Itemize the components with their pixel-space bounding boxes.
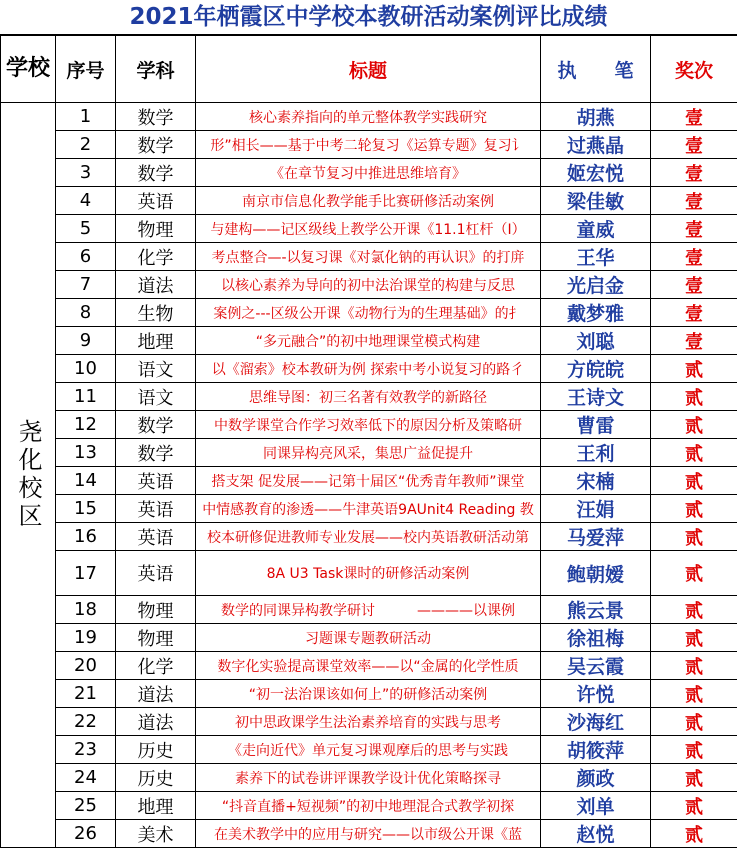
author-cell: 马爱萍 <box>541 523 651 551</box>
table-row <box>1 187 737 215</box>
title-text: 同课异构亮风采，集思广益促提升 <box>263 443 473 463</box>
author-cell: 徐祖梅 <box>541 624 651 652</box>
author-cell: 胡燕 <box>541 103 651 131</box>
author-cell: 戴梦雅 <box>541 299 651 327</box>
title-text: “抖音直播+短视频”的初中地理混合式教学初探 <box>222 796 514 816</box>
author-cell: 梁佳敏 <box>541 187 651 215</box>
subject-cell: 物理 <box>116 215 196 243</box>
table-row <box>1 792 737 820</box>
seq-cell: 6 <box>56 243 116 271</box>
subject-cell: 化学 <box>116 243 196 271</box>
seq-cell: 24 <box>56 764 116 792</box>
award-cell: 贰 <box>651 439 737 467</box>
title-cell <box>196 299 541 327</box>
title-text: 《走向近代》单元复习课观摩后的思考与实践 <box>228 740 508 760</box>
title-cell <box>196 652 541 680</box>
title-cell <box>196 327 541 355</box>
title-text: 8A U3 Task课时的研修活动案例 <box>267 563 470 583</box>
title-cell <box>196 764 541 792</box>
subject-cell: 物理 <box>116 596 196 624</box>
author-cell: 王华 <box>541 243 651 271</box>
table-row <box>1 523 737 551</box>
table-row <box>1 820 737 848</box>
title-text: 校本研修促进教师专业发展——校内英语教研活动第 <box>207 527 529 547</box>
table-body <box>1 103 737 848</box>
subject-cell: 英语 <box>116 187 196 215</box>
subject-cell: 数学 <box>116 159 196 187</box>
seq-cell: 22 <box>56 708 116 736</box>
author-cell: 颜政 <box>541 764 651 792</box>
title-cell <box>196 708 541 736</box>
title-cell <box>196 243 541 271</box>
author-cell: 王利 <box>541 439 651 467</box>
seq-cell: 20 <box>56 652 116 680</box>
subject-cell: 道法 <box>116 271 196 299</box>
header-subject: 学科 <box>116 36 196 103</box>
header-seq: 序号 <box>56 36 116 103</box>
title-cell <box>196 792 541 820</box>
title-cell <box>196 411 541 439</box>
award-cell: 贰 <box>651 383 737 411</box>
results-table <box>0 35 737 848</box>
title-text: “初一法治课该如何上”的研修活动案例 <box>249 684 488 704</box>
title-text: 案例之---区级公开课《动物行为的生理基础》的扌 <box>213 303 522 323</box>
award-cell: 贰 <box>651 624 737 652</box>
title-cell <box>196 439 541 467</box>
subject-cell: 英语 <box>116 551 196 596</box>
subject-cell: 生物 <box>116 299 196 327</box>
subject-cell: 数学 <box>116 103 196 131</box>
title-cell <box>196 187 541 215</box>
subject-cell: 英语 <box>116 467 196 495</box>
award-cell: 贰 <box>651 551 737 596</box>
title-cell <box>196 624 541 652</box>
award-cell: 壹 <box>651 187 737 215</box>
subject-cell: 数学 <box>116 439 196 467</box>
seq-cell: 2 <box>56 131 116 159</box>
title-cell <box>196 736 541 764</box>
award-cell: 壹 <box>651 271 737 299</box>
subject-cell: 物理 <box>116 624 196 652</box>
author-cell: 宋楠 <box>541 467 651 495</box>
subject-cell: 化学 <box>116 652 196 680</box>
seq-cell: 10 <box>56 355 116 383</box>
seq-cell: 14 <box>56 467 116 495</box>
award-cell: 壹 <box>651 159 737 187</box>
author-cell: 胡筱萍 <box>541 736 651 764</box>
table-row <box>1 495 737 523</box>
title-text: 数字化实验提高课堂效率——以“金属的化学性质 <box>217 656 518 676</box>
subject-cell: 美术 <box>116 820 196 848</box>
seq-cell: 17 <box>56 551 116 596</box>
table-row <box>1 355 737 383</box>
title-cell <box>196 355 541 383</box>
title-text: 素养下的试卷讲评课教学设计优化策略探寻 <box>235 768 501 788</box>
author-cell: 童威 <box>541 215 651 243</box>
seq-cell: 12 <box>56 411 116 439</box>
table-row <box>1 215 737 243</box>
subject-cell: 语文 <box>116 383 196 411</box>
table-row <box>1 131 737 159</box>
seq-cell: 15 <box>56 495 116 523</box>
table-row <box>1 680 737 708</box>
title-text: 中数学课堂合作学习效率低下的原因分析及策略研 <box>214 415 522 435</box>
title-text: 中情感教育的渗透——牛津英语9AUnit4 Reading 教 <box>202 499 534 519</box>
award-cell: 壹 <box>651 215 737 243</box>
table-row <box>1 103 737 131</box>
campus-cell: 尧化校区 <box>1 103 56 848</box>
award-cell: 壹 <box>651 103 737 131</box>
seq-cell: 11 <box>56 383 116 411</box>
table-row <box>1 411 737 439</box>
title-cell <box>196 215 541 243</box>
title-text: 与建构——记区级线上教学公开课《11.1杠杆（Ⅰ） <box>210 219 525 239</box>
seq-cell: 7 <box>56 271 116 299</box>
header-award: 奖次 <box>651 36 737 103</box>
header-row <box>1 36 737 103</box>
author-cell: 鲍朝嫒 <box>541 551 651 596</box>
author-cell: 过燕晶 <box>541 131 651 159</box>
table-row <box>1 736 737 764</box>
header-title: 标题 <box>196 36 541 103</box>
award-cell: 壹 <box>651 131 737 159</box>
title-text: 初中思政课学生法治素养培育的实践与思考 <box>235 712 501 732</box>
seq-cell: 9 <box>56 327 116 355</box>
title-cell <box>196 820 541 848</box>
author-cell: 刘单 <box>541 792 651 820</box>
title-cell <box>196 271 541 299</box>
award-cell: 贰 <box>651 708 737 736</box>
table-row <box>1 764 737 792</box>
author-cell: 曹雷 <box>541 411 651 439</box>
author-cell: 光启金 <box>541 271 651 299</box>
title-cell <box>196 551 541 596</box>
award-cell: 壹 <box>651 327 737 355</box>
author-cell: 沙海红 <box>541 708 651 736</box>
table-row <box>1 159 737 187</box>
title-text: “多元融合”的初中地理课堂模式构建 <box>256 331 481 351</box>
seq-cell: 1 <box>56 103 116 131</box>
header-author: 执 笔 <box>541 36 651 103</box>
seq-cell: 21 <box>56 680 116 708</box>
table-row <box>1 243 737 271</box>
title-text: 思维导图：初三名著有效教学的新路径 <box>249 387 487 407</box>
title-text: 南京市信息化教学能手比赛研修活动案例 <box>242 191 494 211</box>
subject-cell: 语文 <box>116 355 196 383</box>
award-cell: 壹 <box>651 243 737 271</box>
seq-cell: 8 <box>56 299 116 327</box>
seq-cell: 25 <box>56 792 116 820</box>
author-cell: 许悦 <box>541 680 651 708</box>
award-cell: 贰 <box>651 820 737 848</box>
subject-cell: 历史 <box>116 764 196 792</box>
subject-cell: 地理 <box>116 792 196 820</box>
title-text: 在美术教学中的应用与研究——以市级公开课《蓝 <box>214 824 522 844</box>
subject-cell: 数学 <box>116 131 196 159</box>
seq-cell: 26 <box>56 820 116 848</box>
seq-cell: 16 <box>56 523 116 551</box>
award-cell: 贰 <box>651 495 737 523</box>
subject-cell: 道法 <box>116 708 196 736</box>
title-text: 数学的同课异构教学研讨 ————以课例 <box>221 600 515 620</box>
subject-cell: 历史 <box>116 736 196 764</box>
award-cell: 贰 <box>651 736 737 764</box>
table-row <box>1 271 737 299</box>
title-cell <box>196 467 541 495</box>
seq-cell: 19 <box>56 624 116 652</box>
title-text: 以《溜索》校本教研为例 探索中考小说复习的路彳 <box>212 359 524 379</box>
author-cell: 刘聪 <box>541 327 651 355</box>
title-cell <box>196 131 541 159</box>
award-cell: 壹 <box>651 299 737 327</box>
seq-cell: 5 <box>56 215 116 243</box>
table-row <box>1 551 737 596</box>
award-cell: 贰 <box>651 652 737 680</box>
subject-cell: 道法 <box>116 680 196 708</box>
page-title: 2021年栖霞区中学校本教研活动案例评比成绩 <box>0 0 737 35</box>
header-school: 学校 <box>1 36 56 103</box>
title-cell <box>196 523 541 551</box>
subject-cell: 英语 <box>116 523 196 551</box>
award-cell: 贰 <box>651 680 737 708</box>
table-row <box>1 708 737 736</box>
author-cell: 赵悦 <box>541 820 651 848</box>
award-cell: 贰 <box>651 355 737 383</box>
author-cell: 吴云霞 <box>541 652 651 680</box>
title-cell <box>196 159 541 187</box>
title-cell <box>196 680 541 708</box>
author-cell: 熊云景 <box>541 596 651 624</box>
seq-cell: 13 <box>56 439 116 467</box>
award-cell: 贰 <box>651 411 737 439</box>
subject-cell: 数学 <box>116 411 196 439</box>
seq-cell: 18 <box>56 596 116 624</box>
table-row <box>1 596 737 624</box>
title-cell <box>196 383 541 411</box>
title-text: 习题课专题教研活动 <box>305 628 431 648</box>
title-text: 以核心素养为导向的初中法治课堂的构建与反思 <box>221 275 515 295</box>
seq-cell: 4 <box>56 187 116 215</box>
table-row <box>1 467 737 495</box>
table-row <box>1 299 737 327</box>
title-text: 搭支架 促发展——记第十届区“优秀青年教师”课堂 <box>212 471 525 491</box>
seq-cell: 3 <box>56 159 116 187</box>
table-row <box>1 439 737 467</box>
author-cell: 方皖皖 <box>541 355 651 383</box>
subject-cell: 地理 <box>116 327 196 355</box>
table-row <box>1 652 737 680</box>
title-text: 考点整合—-以复习课《对氯化钠的再认识》的打庰 <box>211 247 524 267</box>
award-cell: 贰 <box>651 467 737 495</box>
author-cell: 王诗文 <box>541 383 651 411</box>
title-text: 《在章节复习中推进思维培育》 <box>270 163 466 183</box>
author-cell: 汪娟 <box>541 495 651 523</box>
seq-cell: 23 <box>56 736 116 764</box>
award-cell: 贰 <box>651 792 737 820</box>
title-cell <box>196 495 541 523</box>
table-row <box>1 327 737 355</box>
table-row <box>1 383 737 411</box>
author-cell: 姬宏悦 <box>541 159 651 187</box>
title-text: 核心素养指向的单元整体教学实践研究 <box>249 107 487 127</box>
award-cell: 贰 <box>651 523 737 551</box>
title-text: 形”相长——基于中考二轮复习《运算专题》复习讠 <box>210 135 525 155</box>
title-cell <box>196 103 541 131</box>
award-cell: 贰 <box>651 764 737 792</box>
title-cell <box>196 596 541 624</box>
table-row <box>1 624 737 652</box>
subject-cell: 英语 <box>116 495 196 523</box>
award-cell: 贰 <box>651 596 737 624</box>
